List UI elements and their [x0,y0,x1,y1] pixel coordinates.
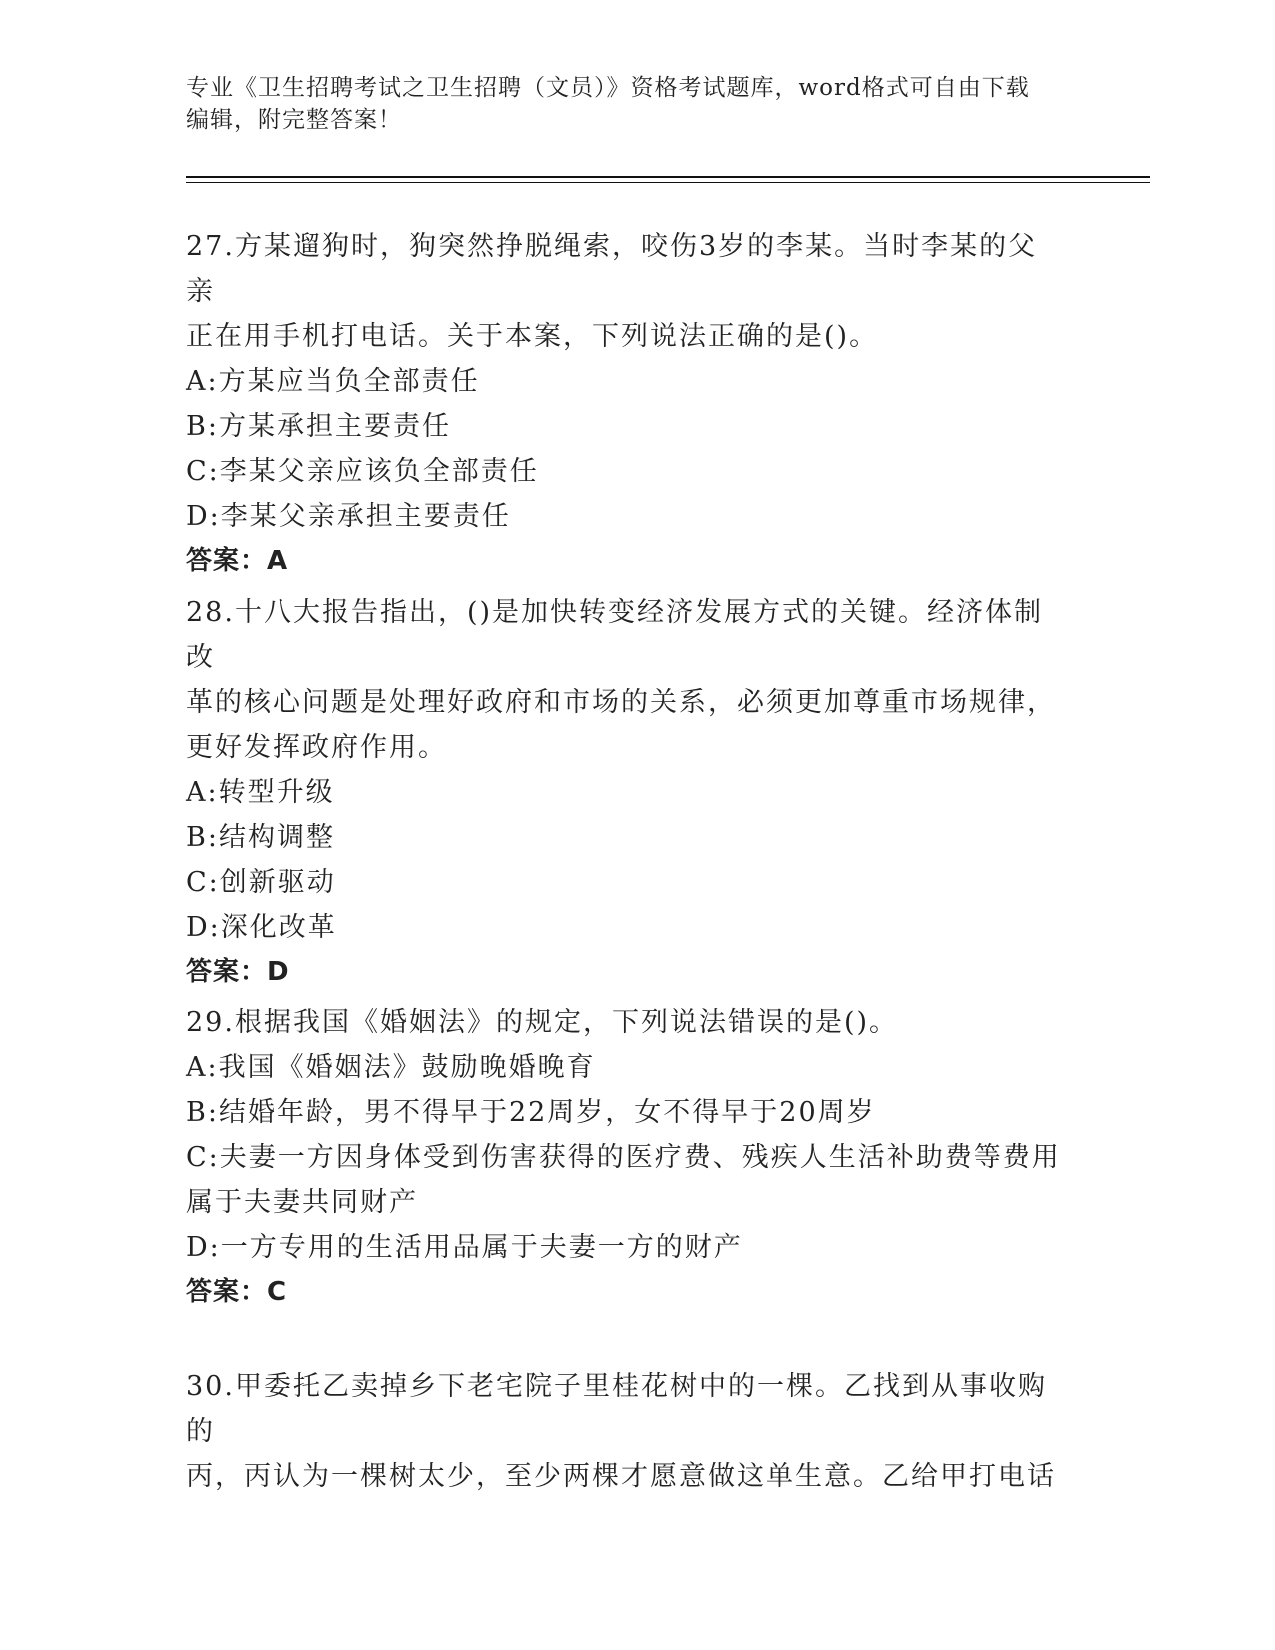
header-divider [186,176,1150,178]
header-line-1: 专业《卫生招聘考试之卫生招聘（文员）》资格考试题库，word格式可自由下载 [186,75,1030,101]
answer-label: 答案：C [186,1277,288,1307]
option-d: D:深化改革 [186,912,337,943]
header-divider-thin [186,182,1150,183]
question-stem: 29.根据我国《婚姻法》的规定，下列说法错误的是()。 [186,1007,899,1038]
document-header [186,72,1066,136]
question-stem: 更好发挥政府作用。 [186,732,447,763]
question-29 [186,1000,1066,1315]
question-stem: 28.十八大报告指出，()是加快转变经济发展方式的关键。经济体制改 [186,597,1044,673]
option-c-continued: 属于夫妻共同财产 [186,1187,418,1218]
question-stem: 革的核心问题是处理好政府和市场的关系，必须更加尊重市场规律， [186,687,1056,718]
option-b: B:方某承担主要责任 [186,411,451,442]
option-d: D:一方专用的生活用品属于夫妻一方的财产 [186,1232,743,1263]
option-c: C:夫妻一方因身体受到伤害获得的医疗费、残疾人生活补助费等费用 [186,1142,1061,1173]
question-stem: 30.甲委托乙卖掉乡下老宅院子里桂花树中的一棵。乙找到从事收购的 [186,1371,1047,1447]
option-b: B:结婚年龄，男不得早于22周岁，女不得早于20周岁 [186,1097,876,1128]
question-30 [186,1364,1066,1499]
question-stem: 正在用手机打电话。关于本案，下列说法正确的是()。 [186,321,879,352]
option-a: A:方某应当负全部责任 [186,366,480,397]
answer-label: 答案：A [186,546,289,576]
question-27 [186,224,1066,584]
option-a: A:转型升级 [186,777,335,808]
question-stem: 27.方某遛狗时，狗突然挣脱绳索，咬伤3岁的李某。当时李某的父亲 [186,231,1038,307]
option-c: C:创新驱动 [186,867,336,898]
option-d: D:李某父亲承担主要责任 [186,501,511,532]
option-b: B:结构调整 [186,822,335,853]
header-line-2: 编辑，附完整答案！ [186,107,402,133]
question-stem: 丙，丙认为一棵树太少，至少两棵才愿意做这单生意。乙给甲打电话 [186,1461,1056,1492]
option-a: A:我国《婚姻法》鼓励晚婚晚育 [186,1052,596,1083]
option-c: C:李某父亲应该负全部责任 [186,456,539,487]
answer-label: 答案：D [186,957,290,987]
question-28 [186,590,1066,995]
